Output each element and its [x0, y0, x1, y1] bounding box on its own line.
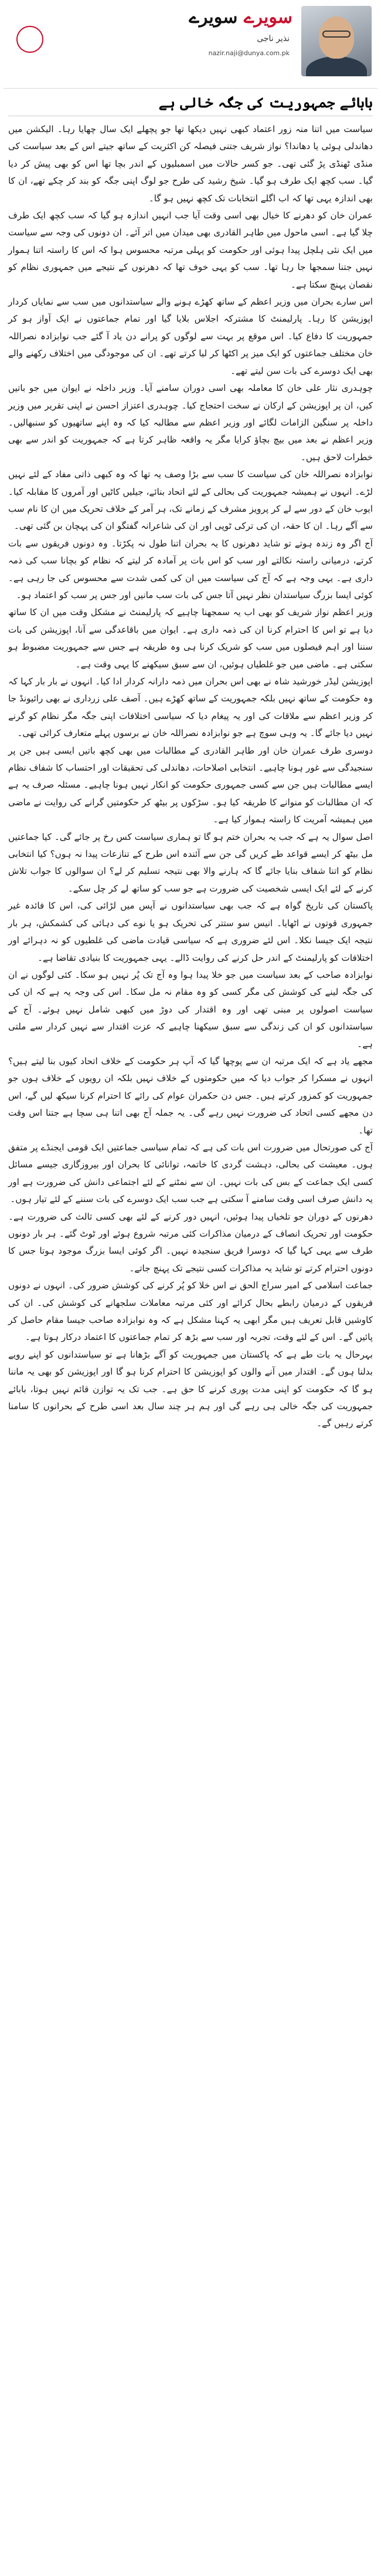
- article-paragraph: عمران خان کو دھرنے کا خیال بھی اسی وقت آیا جب انہیں اندازہ ہو گیا کہ سب کچھ ایک طرف چلا گیا ہے۔ اسی ماحول میں طاہر القادری بھی میدان میں اتر آئے۔ ان دونوں کی وجہ سے سیاست میں ایک نئی ہلچل پیدا ہوئی اور حکومت کو پہلی مرتبہ محسوس ہوا کہ اس کا راستہ اتنا ہموار نہیں جتنا سمجھا جا رہا تھا۔ سب کو یہی خوف تھا کہ دھرنوں کے نتیجے میں جمہوری نظام کو نقصان پہنچ سکتا ہے۔: [8, 210, 373, 290]
- article-paragraph: وزیر اعظم نواز شریف کو بھی اب یہ سمجھنا چاہیے کہ پارلیمنٹ نے مشکل وقت میں ان کا ساتھ دیا ہے تو اس کا احترام کرنا ان کی ذمہ داری ہے۔ ایوان میں باقاعدگی سے آنا، اپوزیشن کی بات سننا اور اہم فیصلوں میں سب کو شریک کرنا ہی وہ طریقہ ہے جس سے جمہوریت مضبوط ہو سکتی ہے۔ ماضی میں جو غلطیاں ہوئیں، ان سے سبق سیکھنے کا یہی وقت ہے۔: [8, 607, 373, 670]
- article-headline: بابائے جمہوریت کی جگہ خالی ہے: [158, 94, 373, 111]
- article-paragraph: جماعت اسلامی کے امیر سراج الحق نے اس خلا کو پُر کرنے کی کوشش ضرور کی۔ انہوں نے دونوں فریقوں کے درمیان رابطے بحال کرائے اور کئی مرتبہ معاملات سلجھانے کی کوشش کی۔ ان کی کاوشیں قابل تعریف ہیں مگر ابھی یہ کہنا مشکل ہے کہ وہ نوابزادہ صاحب جیسا مقام حاصل کر پائیں گے۔ اس کے لئے وقت، تجربہ اور سب سے بڑھ کر تمام جماعتوں کا اعتماد درکار ہوتا ہے۔: [8, 1280, 373, 1343]
- column-brand-title: [189, 7, 292, 28]
- article-paragraph: دھرنوں کے دوران جو تلخیاں پیدا ہوئیں، انہیں دور کرنے کے لئے بھی کسی ثالث کی ضرورت ہے۔ حکومت اور تحریک انصاف کے درمیان مذاکرات کئی مرتبہ شروع ہوئے اور ٹوٹ گئے۔ ہر بار دونوں طرف سے یہی کہا گیا کہ دوسرا فریق سنجیدہ نہیں۔ اگر کوئی ایسا بزرگ موجود ہوتا جس کا دونوں احترام کرتے تو شاید یہ مذاکرات کسی نتیجے تک پہنچ جاتے۔: [8, 1211, 373, 1274]
- article-paragraph: دوسری طرف عمران خان اور طاہر القادری کے مطالبات میں بھی کچھ باتیں ایسی ہیں جن پر سنجیدگی سے غور ہونا چاہیے۔ انتخابی اصلاحات، دھاندلی کی تحقیقات اور احتساب کا شفاف نظام ایسے مطالبات ہیں جن سے کسی جمہوری حکومت کو انکار نہیں ہونا چاہیے۔ مسئلہ صرف یہ ہے کہ ان مطالبات کو منوانے کا طریقہ کیا ہو۔ سڑکوں پر بیٹھ کر حکومتیں گرانے کی روایت نے ماضی میں ہمیشہ آمریت کا راستہ ہموار کیا ہے۔: [8, 745, 373, 825]
- author-photo: [301, 6, 372, 76]
- author-photo-shoulders: [306, 56, 367, 76]
- article-paragraph: نوابزادہ صاحب کے بعد سیاست میں جو خلا پیدا ہوا وہ آج تک پُر نہیں ہو سکا۔ کئی لوگوں نے ان کی جگہ لینے کی کوشش کی مگر کسی کو وہ مقام نہ مل سکا۔ اس کی وجہ یہ ہے کہ ان کی سیاست اصولوں پر مبنی تھی اور وہ اقتدار کی دوڑ میں کبھی شامل نہیں ہوئے۔ آج کے سیاستدانوں کو ان کی زندگی سے سبق سیکھنا چاہیے کہ عزت اقتدار سے نہیں کردار سے ملتی ہے۔: [8, 969, 373, 1049]
- article-paragraph: پاکستان کی تاریخ گواہ ہے کہ جب بھی سیاستدانوں نے آپس میں لڑائی کی، اس کا فائدہ غیر جمہوری قوتوں نے اٹھایا۔ انیس سو ستتر کی تحریک ہو یا نوے کی دہائی کی کشمکش، ہر بار نتیجہ ایک جیسا نکلا۔ اس لئے ضروری ہے کہ سیاسی قیادت ماضی کی غلطیوں کو نہ دہرائے اور اختلافات کو پارلیمنٹ کے اندر حل کرنے کی روایت ڈالے۔ یہی جمہوریت کا بنیادی تقاضا ہے۔: [8, 900, 373, 963]
- article-paragraph: اس سارے بحران میں وزیر اعظم کے ساتھ کھڑے ہونے والے سیاستدانوں میں سب سے نمایاں کردار اپوزیشن کا رہا۔ پارلیمنٹ کا مشترکہ اجلاس بلایا گیا اور تمام جماعتوں نے ایک آواز ہو کر جمہوریت کا دفاع کیا۔ اس موقع پر بہت سے لوگوں کو پرانے دن یاد آ گئے جب نوابزادہ نصراللہ خان مختلف جماعتوں کو ایک میز پر اکٹھا کر لیا کرتے تھے۔ ان کی موجودگی میں اختلاف رکھنے والے بھی ایک دوسرے کی بات سن لیتے تھے۔: [8, 296, 373, 376]
- article-paragraph: بہرحال یہ بات طے ہے کہ پاکستان میں جمہوریت کو آگے بڑھانا ہے تو سیاستدانوں کو اپنے رویے بدلنا ہوں گے۔ اقتدار میں آنے والوں کو اپوزیشن کا احترام کرنا ہو گا اور اپوزیشن کو بھی یہ ماننا ہو گا کہ حکومت کو اپنی مدت پوری کرنے کا حق ہے۔ جب تک یہ توازن قائم نہیں ہوتا، بابائے جمہوریت کی جگہ خالی ہی رہے گی اور ہم ہر چند سال بعد اسی طرح کے بحرانوں کا سامنا کرتے رہیں گے۔: [8, 1349, 373, 1429]
- article-body: [4, 121, 377, 1433]
- article-paragraph: چوہدری نثار علی خان کا معاملہ بھی اسی دوران سامنے آیا۔ وزیر داخلہ نے ایوان میں جو باتیں کیں، ان پر اپوزیشن کے ارکان نے سخت احتجاج کیا۔ چوہدری اعتزاز احسن نے اپنی تقریر میں وزیر داخلہ پر سنگین الزامات لگائے اور وزیر اعظم سے مطالبہ کیا کہ وہ اپنے ساتھیوں کو سنبھالیں۔ وزیر اعظم نے بعد میں بیچ بچاؤ کرایا مگر یہ واقعہ ظاہر کرتا ہے کہ جمہوریت کو اندر سے بھی خطرات لاحق ہیں۔: [8, 383, 373, 462]
- brand-line-1: سویرے: [243, 7, 292, 28]
- author-photo-face: [319, 16, 354, 59]
- article-paragraph: آج کی صورتحال میں ضرورت اس بات کی ہے کہ تمام سیاسی جماعتیں ایک قومی ایجنڈے پر متفق ہوں۔ معیشت کی بحالی، دہشت گردی کا خاتمہ، توانائی کا بحران اور بیروزگاری جیسے مسائل کسی ایک جماعت کے بس کی بات نہیں۔ ان سے نمٹنے کے لئے اجتماعی دانش کی ضرورت ہے اور یہ دانش صرف اسی وقت سامنے آ سکتی ہے جب سب ایک دوسرے کی بات سننے کے لئے تیار ہوں۔: [8, 1142, 373, 1205]
- author-email[interactable]: nazir.naji@dunya.com.pk: [208, 49, 290, 57]
- brand-logo: [16, 26, 43, 53]
- column-masthead: [4, 0, 377, 89]
- article-paragraph: اصل سوال یہ ہے کہ جب یہ بحران ختم ہو گا تو ہماری سیاست کس رخ پر جائے گی۔ کیا جماعتیں مل بیٹھ کر ایسے قواعد طے کریں گی جن سے آئندہ اس طرح کے تنازعات پیدا نہ ہوں؟ کیا انتخابی نظام کو اتنا شفاف بنایا جائے گا کہ ہارنے والا بھی نتیجہ تسلیم کر لے؟ ان سوالوں کا جواب تلاش کرنے کے لئے ایک ایسی شخصیت کی ضرورت ہے جو سب کو ساتھ لے کر چل سکے۔: [8, 831, 373, 894]
- brand-line-2: سویرے: [189, 7, 238, 28]
- article-paragraph: آج اگر وہ زندہ ہوتے تو شاید دھرنوں کا یہ بحران اتنا طول نہ پکڑتا۔ وہ دونوں فریقوں سے بات کرتے، درمیانی راستہ نکالتے اور سب کو اس بات پر آمادہ کر لیتے کہ نظام کو بچانا سب کی ذمہ داری ہے۔ یہی وجہ ہے کہ آج کی سیاست میں ان کی کمی شدت سے محسوس کی جا رہی ہے۔ کوئی ایسا بزرگ سیاستدان نظر نہیں آتا جس کی بات سب مانیں اور جس پر سب کو اعتماد ہو۔: [8, 538, 373, 600]
- author-name: نذیر ناجی: [257, 34, 290, 43]
- article-paragraph: نوابزادہ نصراللہ خان کی سیاست کا سب سے بڑا وصف یہ تھا کہ وہ کبھی ذاتی مفاد کے لئے نہیں لڑے۔ انہوں نے ہمیشہ جمہوریت کی بحالی کے لئے اتحاد بنائے، جیلیں کاٹیں اور آمروں کا مقابلہ کیا۔ ایوب خان کے دور سے لے کر پرویز مشرف کے زمانے تک، ہر آمر کے خلاف تحریک میں ان کا نام سب سے آگے رہا۔ ان کا حقہ، ان کی ترکی ٹوپی اور ان کی شاعرانہ گفتگو ان کی پہچان بن گئی تھی۔: [8, 469, 373, 532]
- article-paragraph: مجھے یاد ہے کہ ایک مرتبہ ان سے پوچھا گیا کہ آپ ہر حکومت کے خلاف اتحاد کیوں بنا لیتے ہیں؟ انہوں نے مسکرا کر جواب دیا کہ میں حکومتوں کے خلاف نہیں بلکہ ان رویوں کے خلاف ہوں جو جمہوریت کو کمزور کرتے ہیں۔ جس دن حکمران عوام کی رائے کا احترام کرنا سیکھ لیں گے، اس دن مجھے کسی اتحاد کی ضرورت نہیں رہے گی۔ یہ جملہ آج بھی اتنا ہی سچا ہے جتنا اس وقت تھا۔: [8, 1055, 373, 1136]
- article-paragraph: اپوزیشن لیڈر خورشید شاہ نے بھی اس بحران میں ذمہ دارانہ کردار ادا کیا۔ انہوں نے بار بار کہا کہ وہ حکومت کے ساتھ نہیں بلکہ جمہوریت کے ساتھ کھڑے ہیں۔ آصف علی زرداری نے بھی رائیونڈ جا کر وزیر اعظم سے ملاقات کی اور یہ پیغام دیا کہ سیاسی اختلافات اپنی جگہ مگر نظام کو گرنے نہیں دیا جائے گا۔ یہ وہی سوچ ہے جو نوابزادہ نصراللہ خان نے برسوں پہلے متعارف کرائی تھی۔: [8, 676, 373, 739]
- article-paragraph: سیاست میں اتنا منہ زور اعتماد کبھی نہیں دیکھا تھا جو پچھلے ایک سال چھایا رہا۔ الیکشن میں دھاندلی ہوئی یا دھاندا؟ نواز شریف جتنی فیصلہ کن اکثریت کے ساتھ جیتے اس کے بعد سیاست کی منڈی ٹھنڈی پڑ گئی تھی۔ جو کسر حالات میں اسمبلیوں کے اندر بچا تھا اس کو بھی پیش کر دیا گیا۔ سب کچھ ایک طرف ہو گیا۔ شیخ رشید کی طرح جو لوگ اپنی جگہ کو بند کر چکے تھے، ان کا بھی اندازہ یہی تھا کہ اب اگلے انتخابات تک کچھ نہیں ہو گا۔: [8, 124, 373, 204]
- author-photo-glasses: [322, 31, 351, 38]
